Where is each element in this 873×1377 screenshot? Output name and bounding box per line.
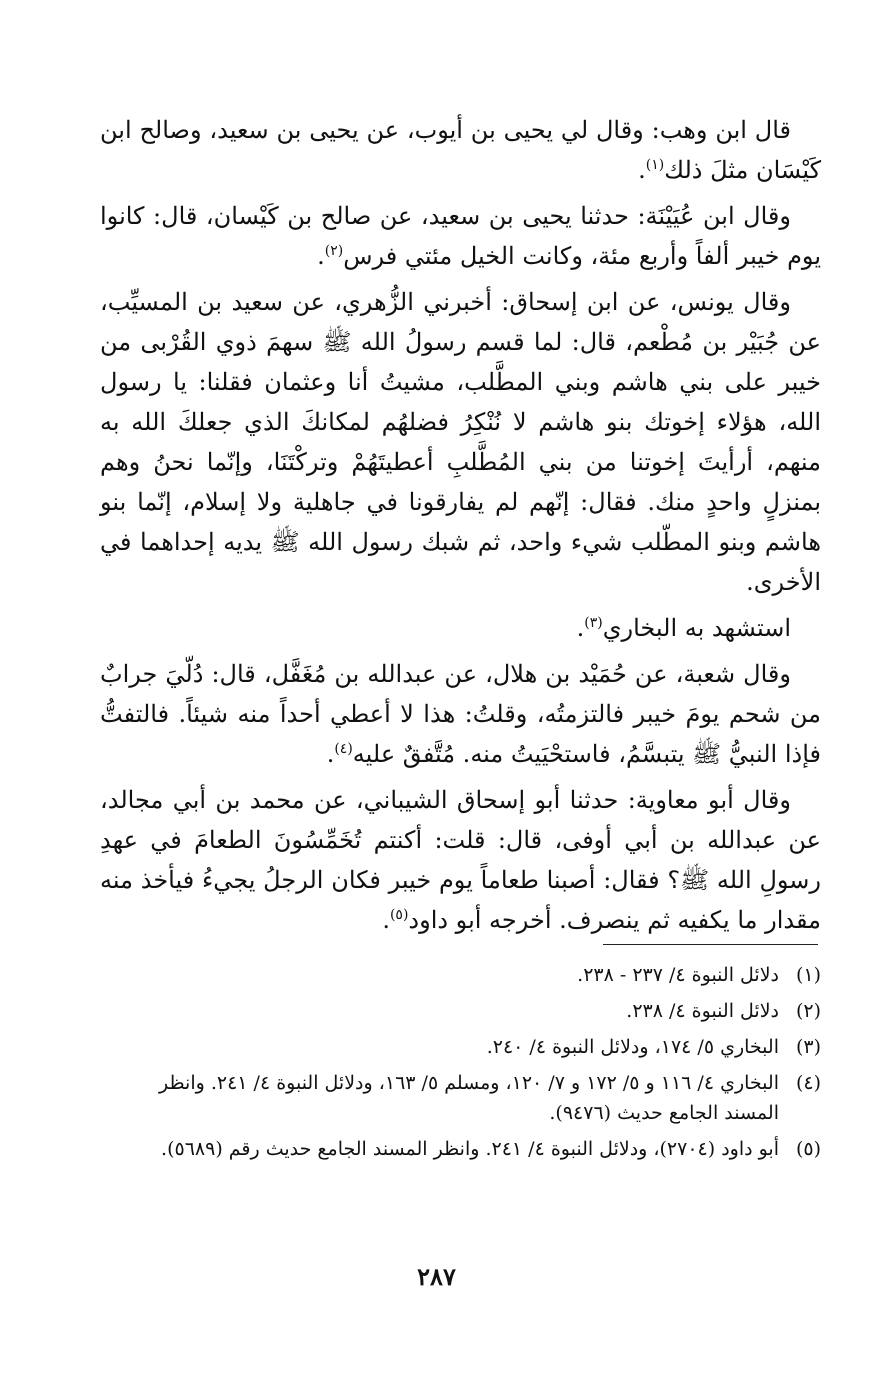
footnote-text: البخاري ٥/ ١٧٤، ودلائل النبوة ٤/ ٢٤٠. bbox=[486, 1036, 779, 1058]
footnote-ref: (٣) bbox=[584, 615, 603, 631]
paragraph-tail: . bbox=[576, 614, 585, 642]
footnote bbox=[100, 996, 821, 1026]
paragraph-text: وقال شعبة، عن حُمَيْد بن هلال، عن عبدالله بن مُغَفَّل، قال: دُلّيَ جرابٌ من شحم يومَ خيبر فالتزمتُه، وقلتُ: هذا لا أعطي أحداً منه شيئاً. فالتفتُّ فإذا النبيُّ ﷺ يتبسَّمُ، فاستحْيَيتُ منه. مُتَّفقٌ عليه bbox=[100, 660, 821, 768]
footnote bbox=[100, 1068, 821, 1128]
paragraph bbox=[100, 608, 821, 648]
footnote-text: البخاري ٤/ ١١٦ و ٥/ ١٧٢ و ٧/ ١٢٠، ومسلم ٥/ ١٦٣، ودلائل النبوة ٤/ ٢٤١. وانظر المسند الجامع حديث (٩٤٧٦). bbox=[158, 1072, 779, 1124]
paragraph-tail: . bbox=[638, 156, 646, 184]
footnote-separator bbox=[603, 944, 818, 945]
paragraph-text: قال ابن وهب: وقال لي يحيى بن أيوب، عن يحيى بن سعيد، وصالح ابن كَيْسَان مثلَ ذلك bbox=[100, 116, 821, 184]
paragraph-text: وقال يونس، عن ابن إسحاق: أخبرني الزُّهري، عن سعيد بن المسيِّب، عن جُبَيْر بن مُطْعم، قال: لما قسم رسولُ الله ﷺ سهمَ ذوي القُرْبى من خيبر على بني هاشم وبني المطَّلب، مشيتُ أنا وعثمان فقلنا: يا رسول الله، هؤلاء إخوتك بنو هاشم لا نُنْكِرُ فضلهُم لمكانكَ الذي جعلكَ الله به منهم، أرأيتَ إخوتنا من بني المُطَّلبِ أعطيتَهُمْ وتركْتَنَا، وإنّما نحنُ وهم بمنزلٍ واحدٍ منك. فقال: إنّهم لم يفارقونا في جاهلية ولا إسلام، إنّما بنو هاشم وبنو المطّلب شيء واحد، ثم شبك رسول الله ﷺ يديه إحداهما في الأخرى. bbox=[100, 288, 821, 596]
footnote-number: (٤) bbox=[795, 1072, 821, 1094]
paragraph bbox=[100, 196, 821, 276]
paragraph bbox=[100, 780, 821, 940]
footnote-ref: (٤) bbox=[334, 741, 353, 757]
page-number: ٢٨٧ bbox=[417, 1262, 456, 1291]
footnote-ref: (٥) bbox=[389, 907, 409, 923]
paragraph bbox=[100, 654, 821, 774]
footnote-text: أبو داود (٢٧٠٤)، ودلائل النبوة ٤/ ٢٤١. وانظر المسند الجامع حديث رقم (٥٦٨٩). bbox=[161, 1138, 779, 1160]
main-text bbox=[100, 110, 821, 940]
paragraph-text: وقال ابن عُيَيْنَة: حدثنا يحيى بن سعيد، عن صالح بن كَيْسان، قال: كانوا يوم خيبر ألفاً وأربع مئة، وكانت الخيل مئتي فرس bbox=[100, 202, 821, 270]
paragraph-text: استشهد به البخاري bbox=[602, 614, 791, 642]
footnote-ref: (٢) bbox=[324, 243, 344, 259]
footnote-text: دلائل النبوة ٤/ ٢٣٧ - ٢٣٨. bbox=[577, 964, 779, 986]
paragraph-tail: . bbox=[317, 242, 325, 270]
paragraph bbox=[100, 282, 821, 602]
paragraph-tail: . bbox=[382, 906, 390, 934]
paragraph bbox=[100, 110, 821, 190]
footnote-number: (٥) bbox=[795, 1138, 821, 1160]
paragraph-tail: . bbox=[326, 740, 335, 768]
footnote bbox=[100, 960, 821, 990]
paragraph-text: وقال أبو معاوية: حدثنا أبو إسحاق الشيباني، عن محمد بن أبي مجالد، عن عبدالله بن أبي أوفى، قال: قلت: أكنتم تُخَمِّسُونَ الطعامَ في عهدِ رسولِ الله ﷺ؟ فقال: أصبنا طعاماً يوم خيبر فكان الرجلُ يجيءُ فيأخذ منه مقدار ما يكفيه ثم ينصرف. أخرجه أبو داود bbox=[100, 786, 821, 934]
footnote bbox=[100, 1134, 821, 1164]
footnote bbox=[100, 1032, 821, 1062]
footnotes bbox=[100, 960, 821, 1170]
footnote-ref: (١) bbox=[645, 157, 665, 173]
footnote-number: (٢) bbox=[795, 1000, 821, 1022]
footnote-number: (١) bbox=[795, 964, 821, 986]
footnote-text: دلائل النبوة ٤/ ٢٣٨. bbox=[626, 1000, 779, 1022]
footnote-number: (٣) bbox=[795, 1036, 821, 1058]
